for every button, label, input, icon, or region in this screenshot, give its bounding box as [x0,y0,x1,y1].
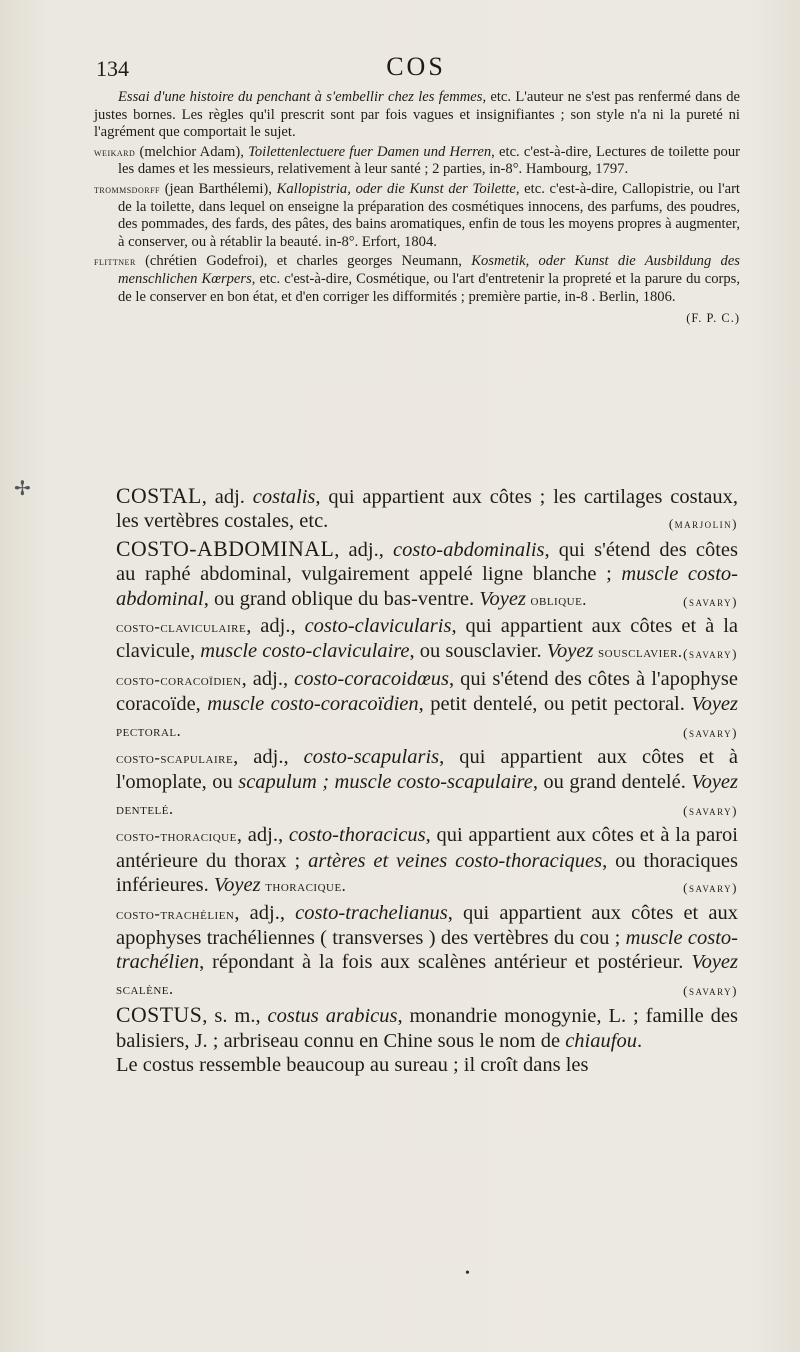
latin-term: costus arabicus [267,1005,398,1028]
latin-term: costalis [252,486,316,508]
part-of-speech: , adj. [201,486,253,508]
definition: , qui appartient aux côtes ; les cartilages costaux, les vertèbres costales, etc. [116,486,738,533]
chinese-name: chiaufou [565,1029,637,1052]
definition-cont: , ou grand oblique du bas-ventre. [203,587,480,610]
entry-text: , etc. c'est-à-dire, Lectures de toilette pour les dames et les messieurs, relativement à leur santé ; 2 parties, in-8°. Hambourg, 1797. [118,143,740,178]
signer: (savary) [683,880,738,896]
part-of-speech: , adj., [233,746,304,769]
muscle-term: muscle costo-claviculaire [200,640,410,663]
article-costus-continuation: Le costus ressemble beaucoup au sureau ; il croît dans les [116,1053,589,1076]
bibliography-intro [94,89,740,142]
voyez: Voyez [691,771,738,794]
muscle-term: scapulum ; muscle costo-scapulaire [238,771,533,794]
definition-cont: , petit dentelé, ou petit pectoral. [418,693,692,716]
article-costo-claviculaire [116,614,738,665]
cross-reference: pectoral. [116,720,182,740]
article-costo-coracoidien [116,667,738,743]
page-number: 134 [96,56,129,81]
bibliography-entry-weikard [94,144,740,179]
latin-term: costo-clavicularis [304,615,452,638]
voyez: Voyez [213,874,261,897]
intro-title: Essai d'une histoire du penchant à s'embellir chez les femmes [118,89,483,105]
definition: , qui s'étend des côtes à l'apophyse coracoïde, [116,667,739,716]
cross-reference: thoracique. [260,876,347,896]
bottom-dot-icon: • [465,1266,470,1281]
entry-author: trommsdorff [94,182,160,196]
headword: costo-thoracique [116,826,237,846]
definition-cont: , ou sousclavier. [409,640,547,663]
article-costal [116,484,738,534]
headword: costo-trachélien [116,903,235,923]
muscle-term: muscle costo-coracoïdien [207,693,419,716]
latin-term: costo-trachelianus [295,901,448,924]
signer: (savary) [683,646,738,662]
signer: (savary) [683,802,738,818]
latin-term: costo-scapularis [303,746,440,769]
entry-author-rest: (jean Barthélemi), [159,180,277,197]
article-costo-scapulaire [116,745,738,821]
entry-author: weikard [94,145,136,159]
intro-text: , etc. L'auteur ne s'est pas renfermé dans de justes bornes. Les règles qu'il prescrit sont par fois vagues et insignifiantes ; son style n'a ni la pureté ni l'agrément que comportait le sujet. [94,89,740,141]
definition: , qui appartient aux côtes et à l'omoplate, ou [116,746,738,794]
latin-term: costo-coracoidœus [294,667,449,690]
entry-text: , etc. c'est-à-dire, Callopistrie, ou l'art de la toilette, dans lequel on enseigne la préparation des cosmétiques innocens, des parfums, des poudres, des pommades, des fards, des pâtes, des bains aromatiques, enfin de tous les moyens propres à augmenter, à conserver, ou à rétablir la beauté. in-8°. Erfort, 1804. [118,180,740,250]
entry-author-rest: (chrétien Godefroi), et charles georges Neumann, [135,253,472,270]
part-of-speech: , adj., [236,824,289,847]
voyez: Voyez [691,951,738,974]
definition: , monandrie monogynie, L. ; famille des balisiers, J. ; arbriseau connu en Chine sous le nom de [116,1005,739,1052]
definition: , qui appartient aux côtes et à la clavicule, [116,615,738,663]
muscle-term: muscle costo-abdominal [116,563,738,610]
entry-title: Kosmetik, oder Kunst die Ausbildung des menschlichen Kœrpers [118,253,740,287]
headword: costo-claviculaire [116,617,247,637]
definition: , qui s'étend des côtes au raphé abdominal, vulgairement appelé ligne blanche ; [116,538,738,586]
article-costo-trachelien [116,901,738,1002]
latin-term: costo-abdominalis [393,538,545,561]
headword: costo-scapulaire [116,748,234,768]
bibliography-block [94,89,740,328]
bibliography-signature: (F. P. C.) [686,311,740,326]
entry-title: Toilettenlectuere fuer Damen und Herren [248,143,492,160]
bibliography-entry-flittner [94,253,740,306]
definition-cont: , ou grand dentelé. [532,771,692,794]
part-of-speech: , adj., [234,901,296,924]
article-costus [116,1003,738,1053]
cross-reference: dentelé. [116,798,174,818]
part-of-speech: , adj., [241,667,295,690]
headword: COSTAL [116,484,202,508]
cross-reference: scalène. [116,978,174,998]
part-of-speech: , adj., [334,538,394,561]
cross-reference: sousclavier. [593,642,683,662]
signer: (marjolin) [668,516,738,532]
headword: COSTO-ABDOMINAL [116,536,335,561]
entry-author: flittner [94,255,136,269]
part-of-speech: , adj., [246,615,305,638]
voyez: Voyez [546,640,594,663]
cross-reference: oblique. [525,589,587,609]
running-head: COS [386,52,446,81]
entry-author-rest: (melchior Adam), [135,143,249,160]
page-header [96,52,736,92]
bibliography-entry-trommsdorff [94,181,740,251]
entry-text: , etc. c'est-à-dire, Cosmétique, ou l'art d'entretenir la propreté et la parure du corps, de le conserver en bon état, et d'en corriger les difformités ; première partie, in-8 . Berlin, 1806. [118,270,740,305]
voyez: Voyez [479,587,526,610]
voyez: Voyez [691,693,738,716]
definition: , qui appartient aux côtes et à la paroi antérieure du thorax ; [116,824,738,872]
signer: (savary) [683,982,738,998]
part-of-speech: , s. m., [202,1005,268,1028]
headword: COSTUS [116,1003,203,1028]
definition-cont: , ou thoraciques inférieures. [116,849,738,897]
definition-cont: , répondant à la fois aux scalènes antérieur et postérieur. [199,951,692,974]
articles-block [116,484,738,1077]
article-costo-abdominal [116,537,738,612]
latin-term: costo-thoracicus [288,824,426,847]
signer: (savary) [683,593,738,609]
margin-mark-icon: ✢ [14,478,31,500]
entry-title: Kallopistria, oder die Kunst der Toilette [276,180,516,197]
article-costo-thoracique [116,823,738,898]
definition-end: . [636,1029,643,1052]
headword: costo-coracoïdien [116,669,242,689]
muscle-term: muscle costo-trachélien [116,926,738,974]
muscle-term: artères et veines costo-thoraciques [308,849,603,872]
definition: , qui appartient aux côtes et aux apophyses trachéliennes ( transverses ) des vertèbres du cou ; [116,901,738,949]
signer: (savary) [683,724,738,740]
